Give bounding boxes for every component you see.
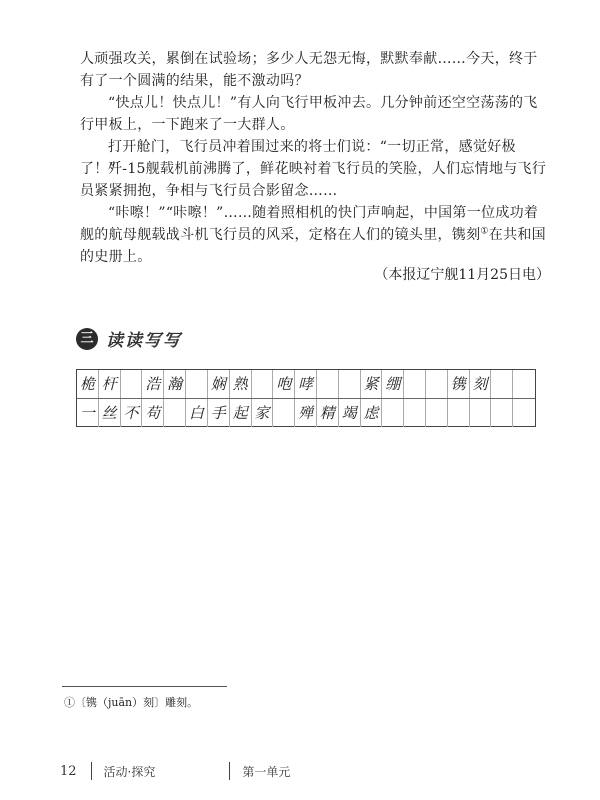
paragraph-5-tail: 在共和国的史册上。 xyxy=(80,227,546,265)
page-footer xyxy=(60,762,290,780)
grid-cell xyxy=(470,399,492,427)
grid-cell: 苟 xyxy=(142,399,164,427)
grid-cell: 虑 xyxy=(361,399,383,427)
grid-cell xyxy=(404,370,426,398)
section-heading xyxy=(76,326,182,351)
grid-cell xyxy=(317,370,339,398)
grid-cell xyxy=(513,370,535,398)
grid-cell xyxy=(426,399,448,427)
section-title: 读读写写 xyxy=(106,331,182,351)
grid-row xyxy=(77,399,535,427)
grid-cell xyxy=(164,399,186,427)
grid-cell xyxy=(404,399,426,427)
article-paragraph-3: 打开舱门，飞行员冲着围过来的将士们说：“一切正常，感觉好极了！” xyxy=(80,139,516,177)
footer-divider xyxy=(229,762,230,780)
footnote: ①〔镌（juān）刻〕雕刻。 xyxy=(64,696,199,709)
grid-cell: 瀚 xyxy=(164,370,186,398)
unit-label: 第一单元 xyxy=(242,764,291,779)
grid-cell: 精 xyxy=(317,399,339,427)
grid-cell xyxy=(491,370,513,398)
grid-cell: 紧 xyxy=(361,370,383,398)
section-number-badge-icon xyxy=(76,328,98,350)
grid-cell: 丝 xyxy=(99,399,121,427)
footnote-divider xyxy=(62,686,227,687)
grid-cell: 不 xyxy=(121,399,143,427)
grid-row xyxy=(77,370,535,399)
article-paragraph-1: 人顽强攻关，累倒在试验场；多少人无怨无悔，默默奉献……今天，终于有了一个圆满的结果，能不激动吗？ xyxy=(80,51,538,89)
grid-cell xyxy=(121,370,143,398)
grid-cell xyxy=(382,399,404,427)
grid-cell: 娴 xyxy=(208,370,230,398)
grid-cell xyxy=(491,399,513,427)
page-number: 12 xyxy=(60,763,77,779)
grid-cell: 家 xyxy=(252,399,274,427)
grid-cell: 刻 xyxy=(470,370,492,398)
footnote-marker: ① xyxy=(480,226,489,237)
dateline: （本报辽宁舰11月25日电） xyxy=(374,267,550,283)
writing-grid xyxy=(76,369,536,427)
article-paragraph-4: 歼-15舰载机前沸腾了，鲜花映衬着飞行员的笑脸，人们忘情地与飞行员紧紧拥抱，争相与飞行员合影留念…… xyxy=(80,161,547,199)
grid-cell xyxy=(273,399,295,427)
grid-cell: 一 xyxy=(77,399,99,427)
article-paragraph-2: “快点儿！快点儿！”有人向飞行甲板冲去。几分钟前还空空荡荡的飞行甲板上，一下跑来了一大群人。 xyxy=(80,95,538,133)
grid-cell: 殚 xyxy=(295,399,317,427)
grid-cell xyxy=(186,370,208,398)
grid-cell: 熟 xyxy=(230,370,252,398)
grid-cell: 浩 xyxy=(142,370,164,398)
grid-cell: 绷 xyxy=(382,370,404,398)
grid-cell: 白 xyxy=(186,399,208,427)
grid-cell xyxy=(426,370,448,398)
grid-cell: 哮 xyxy=(295,370,317,398)
grid-cell xyxy=(339,370,361,398)
paragraph-5-text: “咔嚓！”“咔嚓！”……随着照相机的快门声响起，中国第一位成功着舰的航母舰载战斗机飞行员的风采，定格在人们的镜头里，镌刻 xyxy=(80,205,539,243)
grid-cell xyxy=(448,399,470,427)
grid-cell: 咆 xyxy=(273,370,295,398)
grid-cell: 起 xyxy=(230,399,252,427)
footer-divider xyxy=(91,762,92,780)
article-paragraph-5 xyxy=(80,202,550,268)
grid-cell: 桅 xyxy=(77,370,99,398)
grid-cell xyxy=(513,399,535,427)
grid-cell: 竭 xyxy=(339,399,361,427)
section-label: 活动·探究 xyxy=(103,764,156,779)
grid-cell: 手 xyxy=(208,399,230,427)
grid-cell: 镌 xyxy=(448,370,470,398)
grid-cell: 杆 xyxy=(99,370,121,398)
grid-cell xyxy=(252,370,274,398)
